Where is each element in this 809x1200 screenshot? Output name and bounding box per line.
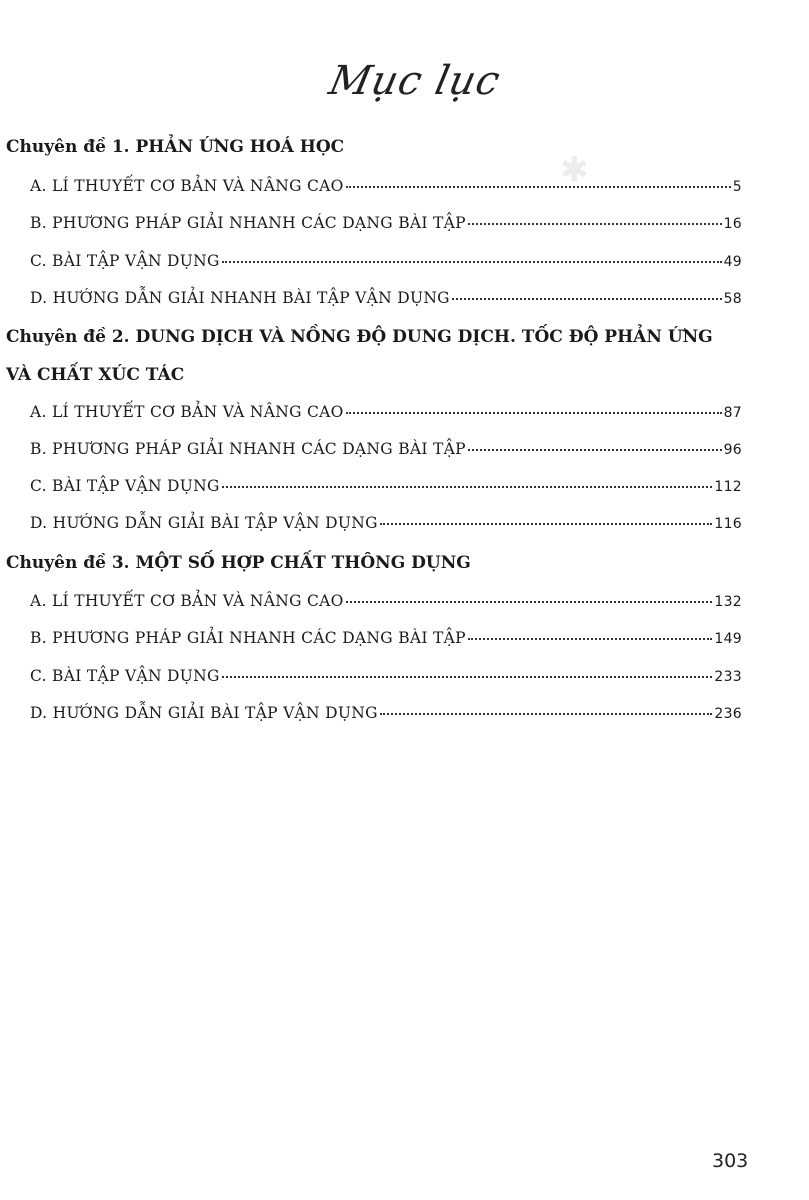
toc-entry[interactable]	[30, 289, 742, 307]
toc-entry-label: A. LÍ THUYẾT CƠ BẢN VÀ NÂNG CAO	[30, 403, 344, 421]
chapter-heading: Chuyên đề 3. MỘT SỐ HỢP CHẤT THÔNG DỤNG	[6, 553, 471, 573]
toc-entry[interactable]	[30, 629, 742, 647]
toc-entry-label: D. HƯỚNG DẪN GIẢI BÀI TẬP VẬN DỤNG	[30, 514, 378, 532]
chapter-heading: Chuyên đề 1. PHẢN ỨNG HOÁ HỌC	[6, 137, 345, 157]
chapter-heading: Chuyên đề 2. DUNG DỊCH VÀ NỒNG ĐỘ DUNG DỊCH. TỐC ĐỘ PHẢN ỨNG	[6, 327, 713, 347]
leader-dots	[468, 223, 722, 225]
toc-entry-label: A. LÍ THUYẾT CƠ BẢN VÀ NÂNG CAO	[30, 177, 344, 195]
toc-entry[interactable]	[30, 704, 742, 722]
toc-entry-page: 116	[714, 516, 742, 532]
leader-dots	[468, 638, 712, 640]
toc-entry-page: 236	[714, 706, 742, 722]
toc-entry-page: 5	[732, 179, 742, 195]
toc-entry-page: 87	[723, 405, 742, 421]
leader-dots	[346, 601, 713, 603]
toc-entry-label: C. BÀI TẬP VẬN DỤNG	[30, 252, 220, 270]
toc-entry-label: B. PHƯƠNG PHÁP GIẢI NHANH CÁC DẠNG BÀI TẬP	[30, 629, 466, 647]
toc-entry-label: C. BÀI TẬP VẬN DỤNG	[30, 477, 220, 495]
toc-entry[interactable]	[30, 477, 742, 495]
leader-dots	[222, 261, 722, 263]
toc-entry[interactable]	[30, 592, 742, 610]
leader-dots	[346, 412, 722, 414]
leader-dots	[222, 676, 713, 678]
page-number: 303	[712, 1150, 749, 1172]
toc-entry-page: 132	[714, 594, 742, 610]
toc-entry-label: D. HƯỚNG DẪN GIẢI NHANH BÀI TẬP VẬN DỤNG	[30, 289, 450, 307]
show-through-decoration: ✱	[560, 150, 589, 190]
toc-entry-label: B. PHƯƠNG PHÁP GIẢI NHANH CÁC DẠNG BÀI TẬP	[30, 214, 466, 232]
toc-entry[interactable]	[30, 214, 742, 232]
leader-dots	[222, 486, 713, 488]
leader-dots	[380, 713, 713, 715]
leader-dots	[380, 523, 713, 525]
toc-entry[interactable]	[30, 252, 742, 270]
toc-entry-page: 233	[714, 669, 742, 685]
leader-dots	[346, 186, 731, 188]
leader-dots	[468, 449, 722, 451]
toc-entry[interactable]	[30, 177, 742, 195]
toc-entry[interactable]	[30, 514, 742, 532]
toc-entry[interactable]	[30, 440, 742, 458]
toc-entry[interactable]	[30, 403, 742, 421]
toc-entry-label: B. PHƯƠNG PHÁP GIẢI NHANH CÁC DẠNG BÀI TẬP	[30, 440, 466, 458]
toc-entry-page: 58	[723, 291, 742, 307]
toc-entry-page: 16	[723, 216, 742, 232]
toc-entry-page: 49	[723, 254, 742, 270]
toc-entry[interactable]	[30, 667, 742, 685]
chapter-heading-continued: VÀ CHẤT XÚC TÁC	[6, 365, 185, 385]
toc-entry-page: 149	[714, 631, 742, 647]
toc-entry-label: A. LÍ THUYẾT CƠ BẢN VÀ NÂNG CAO	[30, 592, 344, 610]
toc-entry-label: D. HƯỚNG DẪN GIẢI BÀI TẬP VẬN DỤNG	[30, 704, 378, 722]
toc-entry-label: C. BÀI TẬP VẬN DỤNG	[30, 667, 220, 685]
toc-entry-page: 96	[723, 442, 742, 458]
toc-title: Mục lục	[325, 58, 505, 104]
toc-entry-page: 112	[714, 479, 742, 495]
leader-dots	[452, 298, 722, 300]
